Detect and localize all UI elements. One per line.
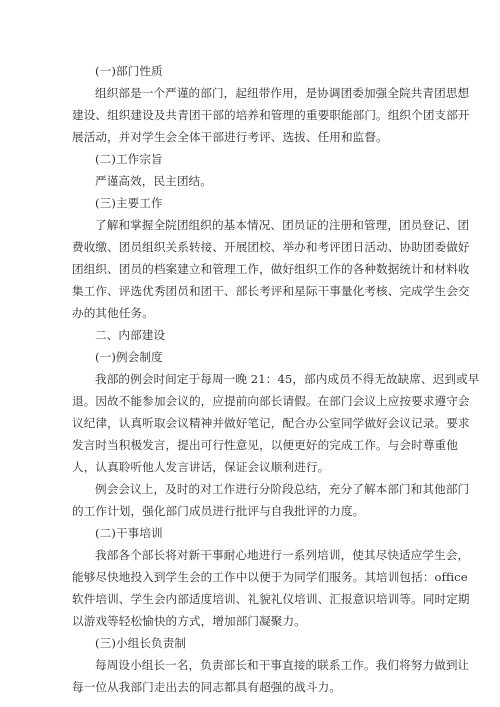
paragraph-line: 例会会议上，及时的对工作进行分阶段总结，充分了解本部门和其他部门 <box>95 482 470 496</box>
paragraph-line: 以游戏等轻松愉快的方式，增加部门凝聚力。 <box>72 614 306 628</box>
paragraph-line: 发言时当积极发言，提出可行性意见，以便更好的完成工作。与会时尊重他 <box>72 438 458 452</box>
paragraph-line: 每一位从我部门走出去的同志都具有超强的战斗力。 <box>72 680 341 694</box>
paragraph-line: 费收缴、团员组织关系转接、开展团校、举办和考评团日活动、协助团委做好 <box>72 240 470 254</box>
section-heading: (一)例会制度 <box>95 350 163 364</box>
paragraph-line: 办的其他任务。 <box>72 306 154 320</box>
section-heading: (二)工作宗旨 <box>95 152 163 166</box>
paragraph-line: 我部的例会时间定于每周一晚 21：45，部内成员不得无故缺席、迟到或早 <box>95 372 480 386</box>
section-heading: (二)干事培训 <box>95 526 163 540</box>
paragraph-line: 建设、组织建设及共青团干部的培养和管理的重要职能部门。组织个团支部开 <box>72 108 470 122</box>
paragraph <box>72 368 480 478</box>
section-heading: 严谨高效，民主团结。 <box>95 174 212 188</box>
paragraph <box>72 478 470 522</box>
paragraph-line: 退。因故不能参加会议的，应提前向部长请假。在部门会议上应按要求遵守会 <box>72 394 470 408</box>
paragraph-line: 的工作计划，强化部门成员进行批评与自我批评的力度。 <box>72 504 365 518</box>
paragraph-line: 展活动，并对学生会全体干部进行考评、选拔、任用和监督。 <box>72 130 388 144</box>
document-body <box>72 60 480 698</box>
paragraph-line: 软件培训、学生会内部适度培训、礼貌礼仪培训、汇报意识培训等。同时定期 <box>72 592 470 606</box>
paragraph-line: 能够尽快地投入到学生会的工作中以便于为同学们服务。其培训包括：office <box>72 570 468 584</box>
paragraph-line: 我部各个部长将对新干事耐心地进行一系列培训，使其尽快适应学生会， <box>95 548 470 562</box>
section-heading: (一)部门性质 <box>95 64 163 78</box>
paragraph <box>72 544 470 632</box>
section-heading: (三)主要工作 <box>95 196 163 210</box>
paragraph-line: 了解和掌握全院团组织的基本情况、团员证的注册和管理，团员登记、团 <box>95 218 470 232</box>
paragraph-line: 组织部是一个严谨的部门，起纽带作用，是协调团委加强全院共青团思想 <box>95 86 470 100</box>
paragraph-line: 每周设小组长一名，负责部长和干事直接的联系工作。我们将努力做到让 <box>95 658 470 672</box>
paragraph-line: 团组织、团员的档案建立和管理工作，做好组织工作的各种数据统计和材料收 <box>72 262 470 276</box>
paragraph-line: 集工作、评选优秀团员和团干、部长考评和星际干事量化考核、完成学生会交 <box>72 284 470 298</box>
section-heading: 二、内部建设 <box>95 328 166 342</box>
paragraph-line: 议纪律，认真听取会议精神并做好笔记，配合办公室同学做好会议记录。要求 <box>72 416 470 430</box>
paragraph <box>72 82 470 148</box>
section-heading: (三)小组长负责制 <box>95 636 187 650</box>
paragraph <box>72 654 470 698</box>
paragraph <box>72 214 470 324</box>
paragraph-line: 人，认真聆听他人发言讲话，保证会议顺利进行。 <box>72 460 330 474</box>
